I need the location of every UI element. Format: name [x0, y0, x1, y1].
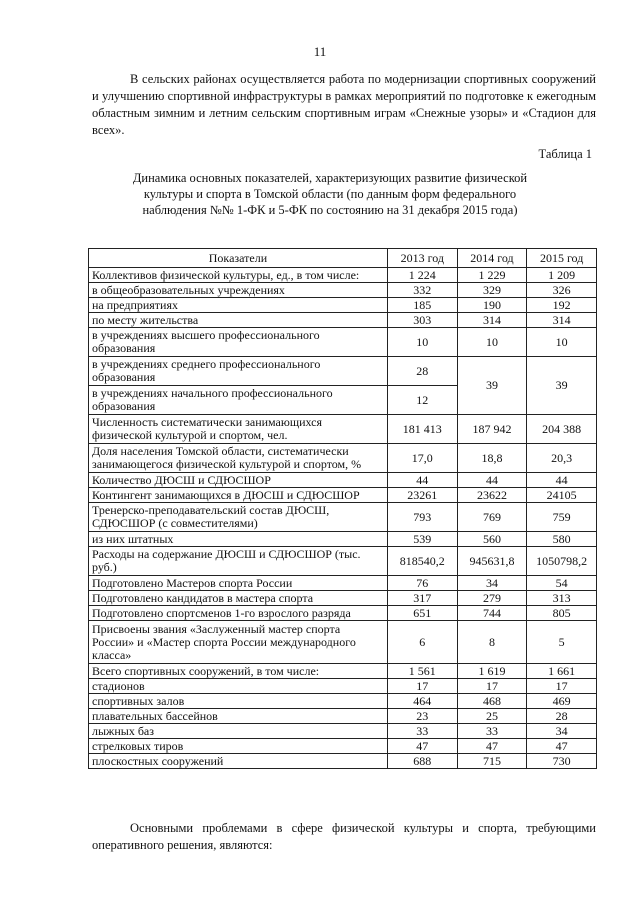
cell-2013: 688: [387, 754, 457, 769]
cell-2014: 279: [457, 591, 527, 606]
page-number: 11: [313, 44, 327, 59]
cell-2015: 204 388: [527, 415, 597, 444]
cell-2013: 76: [387, 576, 457, 591]
row-label: Подготовлено кандидатов в мастера спорта: [89, 591, 388, 606]
row-label: спортивных залов: [89, 694, 388, 709]
table-row: [89, 679, 597, 694]
cell-2015: 47: [527, 739, 597, 754]
cell-2015: 54: [527, 576, 597, 591]
cell-2014: 769: [457, 503, 527, 532]
row-label: в общеобразовательных учреждениях: [89, 283, 388, 298]
cell-2013: 17: [387, 679, 457, 694]
table-row: [89, 473, 597, 488]
cell-2013: 1 224: [387, 268, 457, 283]
cell-2015: 17: [527, 679, 597, 694]
cell-2014: 1 229: [457, 268, 527, 283]
cell-2013: 47: [387, 739, 457, 754]
cell-2015: 192: [527, 298, 597, 313]
cell-2013: 332: [387, 283, 457, 298]
table-row: [89, 268, 597, 283]
cell-2013: 317: [387, 591, 457, 606]
cell-2013: 303: [387, 313, 457, 328]
row-label: в учреждениях высшего профессионального образования: [89, 328, 388, 357]
table-row: [89, 739, 597, 754]
cell-2014: 17: [457, 679, 527, 694]
cell-2014: 744: [457, 606, 527, 621]
table-row: [89, 621, 597, 664]
cell-2014: 10: [457, 328, 527, 357]
cell-2014: 329: [457, 283, 527, 298]
cell-2013: 651: [387, 606, 457, 621]
table-row: [89, 357, 597, 386]
table-row: [89, 694, 597, 709]
cell-2014: 1 619: [457, 664, 527, 679]
cell-2013: 12: [387, 386, 457, 415]
cell-2013: 44: [387, 473, 457, 488]
table-title: Динамика основных показателей, характеризующих развитие физической культуры и спорта в Томской области (по данным форм федерального наблюдения №№ 1-ФК и 5-ФК по состоянию на 31 декабря 2015 года): [132, 171, 528, 217]
cell-2014: 23622: [457, 488, 527, 503]
cell-2013: 185: [387, 298, 457, 313]
table-row: [89, 444, 597, 473]
cell-2014: 44: [457, 473, 527, 488]
table-row: [89, 532, 597, 547]
cell-2013: 181 413: [387, 415, 457, 444]
row-label: Расходы на содержание ДЮСШ и СДЮСШОР (тыс. руб.): [89, 547, 388, 576]
row-label: Присвоены звания «Заслуженный мастер спорта России» и «Мастер спорта России международного класса»: [89, 621, 388, 664]
cell-2015: 326: [527, 283, 597, 298]
row-label: стадионов: [89, 679, 388, 694]
row-label: из них штатных: [89, 532, 388, 547]
cell-2013: 23: [387, 709, 457, 724]
row-label: Доля населения Томской области, систематически занимающегося физической культурой и спортом, %: [89, 444, 388, 473]
table-label: Таблица 1: [538, 147, 592, 161]
cell-2015: 580: [527, 532, 597, 547]
row-label: плавательных бассейнов: [89, 709, 388, 724]
cell-2014: 8: [457, 621, 527, 664]
row-label: Подготовлено спортсменов 1-го взрослого разряда: [89, 606, 388, 621]
row-label: на предприятиях: [89, 298, 388, 313]
table-row: [89, 606, 597, 621]
cell-2014: 560: [457, 532, 527, 547]
row-label: в учреждениях начального профессионального образования: [89, 386, 388, 415]
cell-2013: 464: [387, 694, 457, 709]
cell-2014: 187 942: [457, 415, 527, 444]
cell-2014: 18,8: [457, 444, 527, 473]
cell-2015: 44: [527, 473, 597, 488]
cell-2015: 469: [527, 694, 597, 709]
cell-2013: 818540,2: [387, 547, 457, 576]
cell-2013: 539: [387, 532, 457, 547]
row-label: Численность систематически занимающихся физической культурой и спортом, чел.: [89, 415, 388, 444]
table-row: [89, 415, 597, 444]
cell-2013: 28: [387, 357, 457, 386]
closing-paragraph: Основными проблемами в сфере физической культуры и спорта, требующими оперативного решения, являются:: [92, 821, 596, 852]
cell-2013: 23261: [387, 488, 457, 503]
cell-2013: 17,0: [387, 444, 457, 473]
table-row: [89, 724, 597, 739]
row-label: плоскостных сооружений: [89, 754, 388, 769]
intro-paragraph: В сельских районах осуществляется работа по модернизации спортивных сооружений и улучшению спортивной инфраструктуры в рамках мероприятий по подготовке к ежегодным областным зимним и летним сельским спортивным играм «Снежные узоры» и «Стадион для всех».: [92, 72, 596, 137]
cell-2015: 1 661: [527, 664, 597, 679]
cell-2013: 33: [387, 724, 457, 739]
table-row: [89, 328, 597, 357]
cell-2015: 20,3: [527, 444, 597, 473]
cell-2014: 47: [457, 739, 527, 754]
table-row: [89, 488, 597, 503]
table-row: [89, 547, 597, 576]
table-row: [89, 709, 597, 724]
cell-2014: 945631,8: [457, 547, 527, 576]
header-2014: 2014 год: [457, 249, 527, 268]
cell-2015-merged: 39: [527, 357, 597, 415]
cell-2013: 10: [387, 328, 457, 357]
cell-2013: 793: [387, 503, 457, 532]
row-label: по месту жительства: [89, 313, 388, 328]
cell-2014: 25: [457, 709, 527, 724]
header-2013: 2013 год: [387, 249, 457, 268]
table-row: [89, 754, 597, 769]
cell-2014: 314: [457, 313, 527, 328]
row-label: лыжных баз: [89, 724, 388, 739]
cell-2014: 34: [457, 576, 527, 591]
cell-2015: 1 209: [527, 268, 597, 283]
table-header-row: [89, 249, 597, 268]
row-label: Количество ДЮСШ и СДЮСШОР: [89, 473, 388, 488]
table-row: [89, 313, 597, 328]
table-row: [89, 591, 597, 606]
cell-2015: 34: [527, 724, 597, 739]
cell-2014: 190: [457, 298, 527, 313]
cell-2015: 805: [527, 606, 597, 621]
row-label: Контингент занимающихся в ДЮСШ и СДЮСШОР: [89, 488, 388, 503]
statistics-table: [88, 248, 597, 769]
cell-2014: 468: [457, 694, 527, 709]
row-label: в учреждениях среднего профессионального образования: [89, 357, 388, 386]
cell-2015: 314: [527, 313, 597, 328]
cell-2015: 24105: [527, 488, 597, 503]
header-indicators: Показатели: [89, 249, 388, 268]
cell-2015: 730: [527, 754, 597, 769]
cell-2013: 1 561: [387, 664, 457, 679]
cell-2013: 6: [387, 621, 457, 664]
table-row: [89, 503, 597, 532]
row-label: Тренерско-преподавательский состав ДЮСШ, СДЮСШОР (с совместителями): [89, 503, 388, 532]
row-label: Всего спортивных сооружений, в том числе:: [89, 664, 388, 679]
cell-2015: 5: [527, 621, 597, 664]
header-2015: 2015 год: [527, 249, 597, 268]
cell-2015: 10: [527, 328, 597, 357]
row-label: Коллективов физической культуры, ед., в том числе:: [89, 268, 388, 283]
cell-2015: 1050798,2: [527, 547, 597, 576]
cell-2015: 28: [527, 709, 597, 724]
table-row: [89, 664, 597, 679]
cell-2014: 715: [457, 754, 527, 769]
cell-2014-merged: 39: [457, 357, 527, 415]
row-label: стрелковых тиров: [89, 739, 388, 754]
cell-2015: 759: [527, 503, 597, 532]
table-row: [89, 283, 597, 298]
table-row: [89, 576, 597, 591]
cell-2014: 33: [457, 724, 527, 739]
cell-2015: 313: [527, 591, 597, 606]
table-row: [89, 298, 597, 313]
row-label: Подготовлено Мастеров спорта России: [89, 576, 388, 591]
